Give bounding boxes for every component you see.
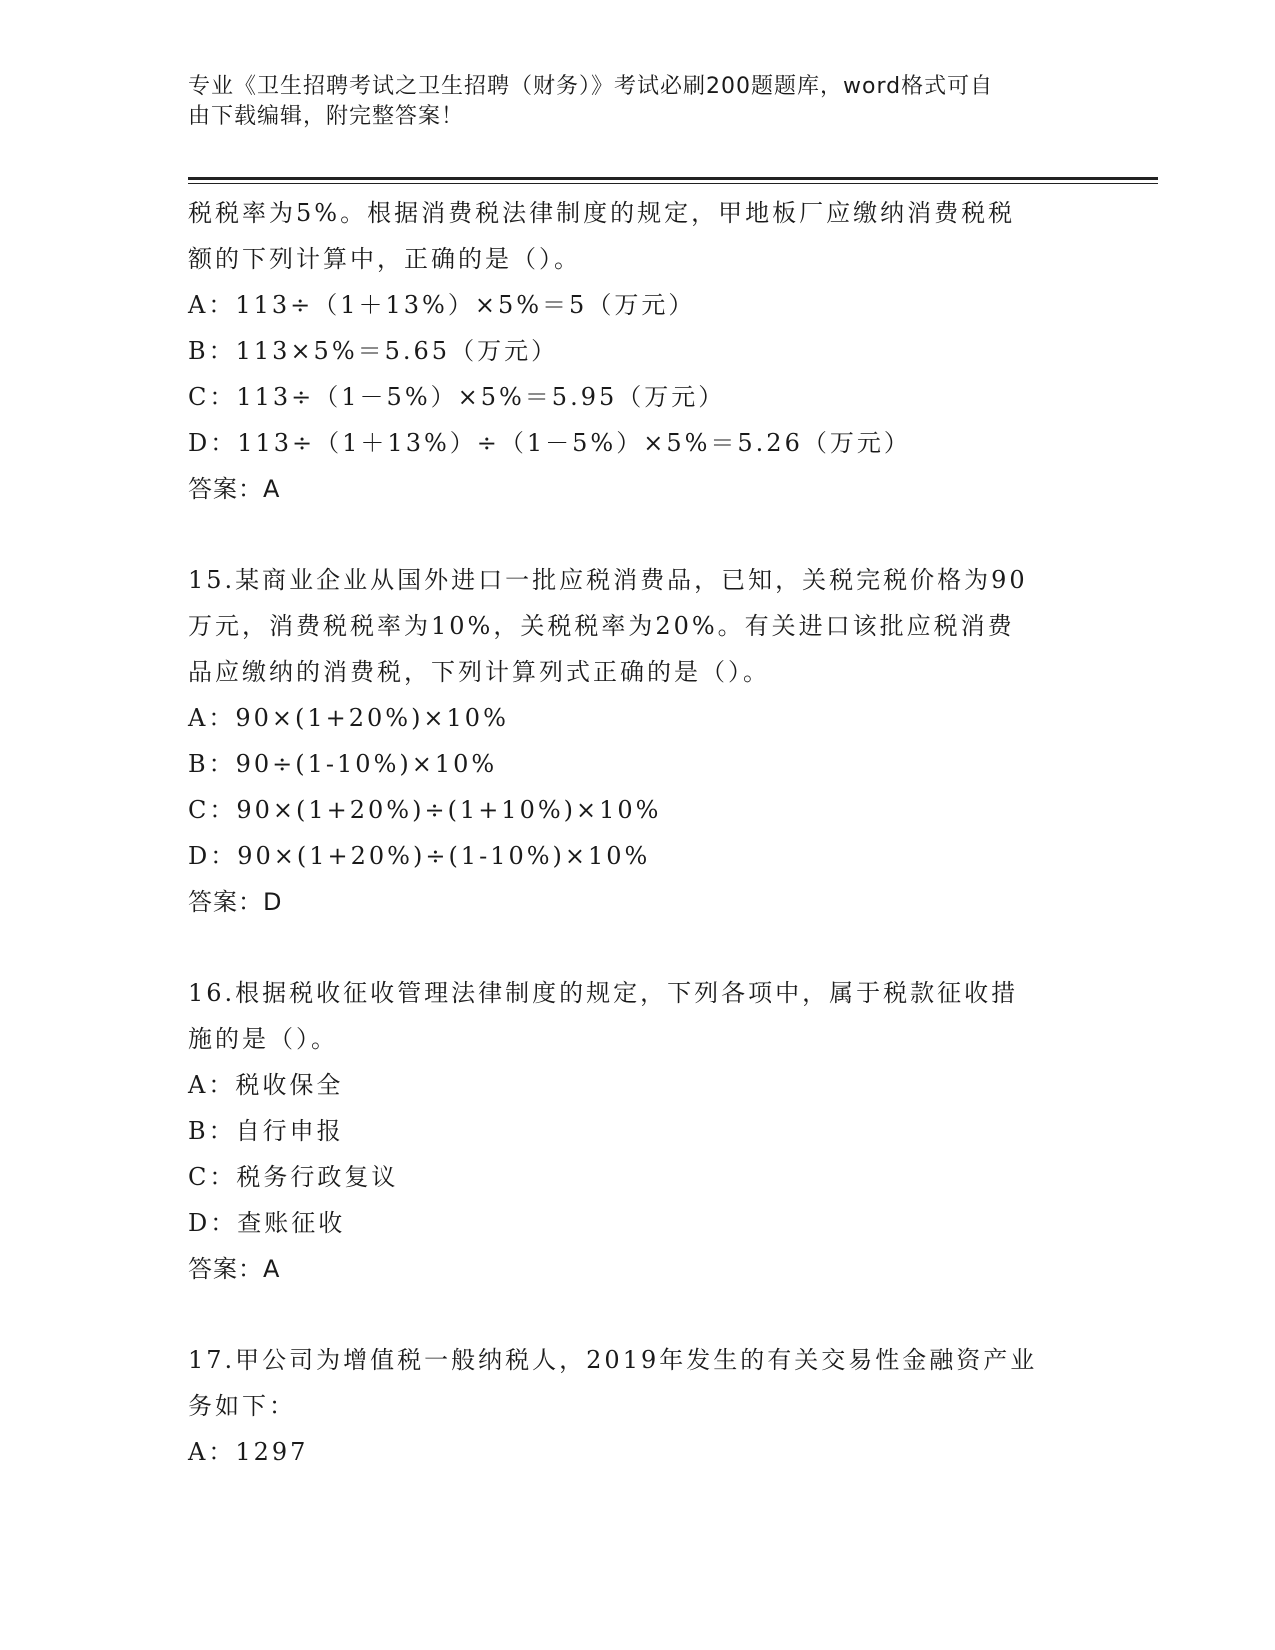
- option-a: A：113÷（1＋13%）×5%＝5（万元）: [188, 291, 696, 319]
- question-14: [188, 190, 1088, 512]
- question-stem-line: 17.甲公司为增值税一般纳税人，2019年发生的有关交易性金融资产业: [188, 1346, 1038, 1374]
- question-stem-line: 税税率为5%。根据消费税法律制度的规定，甲地板厂应缴纳消费税税: [188, 199, 1016, 227]
- header-line-1: 专业《卫生招聘考试之卫生招聘（财务）》考试必刷200题题库，word格式可自: [188, 74, 994, 99]
- header-rule-thin: [188, 183, 1158, 184]
- option-d: D：90×(1+20%)÷(1-10%)×10%: [188, 842, 651, 870]
- option-c: C：113÷（1－5%）×5%＝5.95（万元）: [188, 383, 726, 411]
- option-a: A：1297: [188, 1438, 309, 1466]
- option-c: C：90×(1+20%)÷(1+10%)×10%: [188, 796, 662, 824]
- header-line-2: 由下载编辑，附完整答案！: [188, 104, 465, 129]
- question-17: [188, 1337, 1088, 1475]
- header-rule-thick: [188, 177, 1158, 180]
- answer: 答案：D: [188, 888, 283, 916]
- option-a: A：90×(1+20%)×10%: [188, 704, 509, 732]
- answer: 答案：A: [188, 1255, 281, 1283]
- option-b: B：113×5%＝5.65（万元）: [188, 337, 559, 365]
- question-15: [188, 557, 1088, 925]
- question-16: [188, 970, 1088, 1292]
- question-stem-line: 16.根据税收征收管理法律制度的规定，下列各项中，属于税款征收措: [188, 979, 1019, 1007]
- question-stem-line: 品应缴纳的消费税，下列计算列式正确的是（）。: [188, 658, 770, 686]
- question-list: [188, 190, 1088, 1475]
- option-b: B：90÷(1-10%)×10%: [188, 750, 498, 778]
- option-a: A：税收保全: [188, 1071, 344, 1099]
- question-stem-line: 施的是（）。: [188, 1025, 338, 1053]
- option-d: D：113÷（1＋13%）÷（1－5%）×5%＝5.26（万元）: [188, 429, 911, 457]
- question-stem-line: 万元，消费税税率为10%，关税税率为20%。有关进口该批应税消费: [188, 612, 1015, 640]
- option-d: D：查账征收: [188, 1209, 346, 1237]
- option-b: B：自行申报: [188, 1117, 344, 1145]
- option-c: C：税务行政复议: [188, 1163, 399, 1191]
- answer: 答案：A: [188, 475, 281, 503]
- question-stem-line: 务如下：: [188, 1392, 296, 1420]
- question-stem-line: 15.某商业企业从国外进口一批应税消费品，已知，关税完税价格为90: [188, 566, 1028, 594]
- document-header: [188, 72, 1088, 132]
- question-stem-line: 额的下列计算中，正确的是（）。: [188, 245, 581, 273]
